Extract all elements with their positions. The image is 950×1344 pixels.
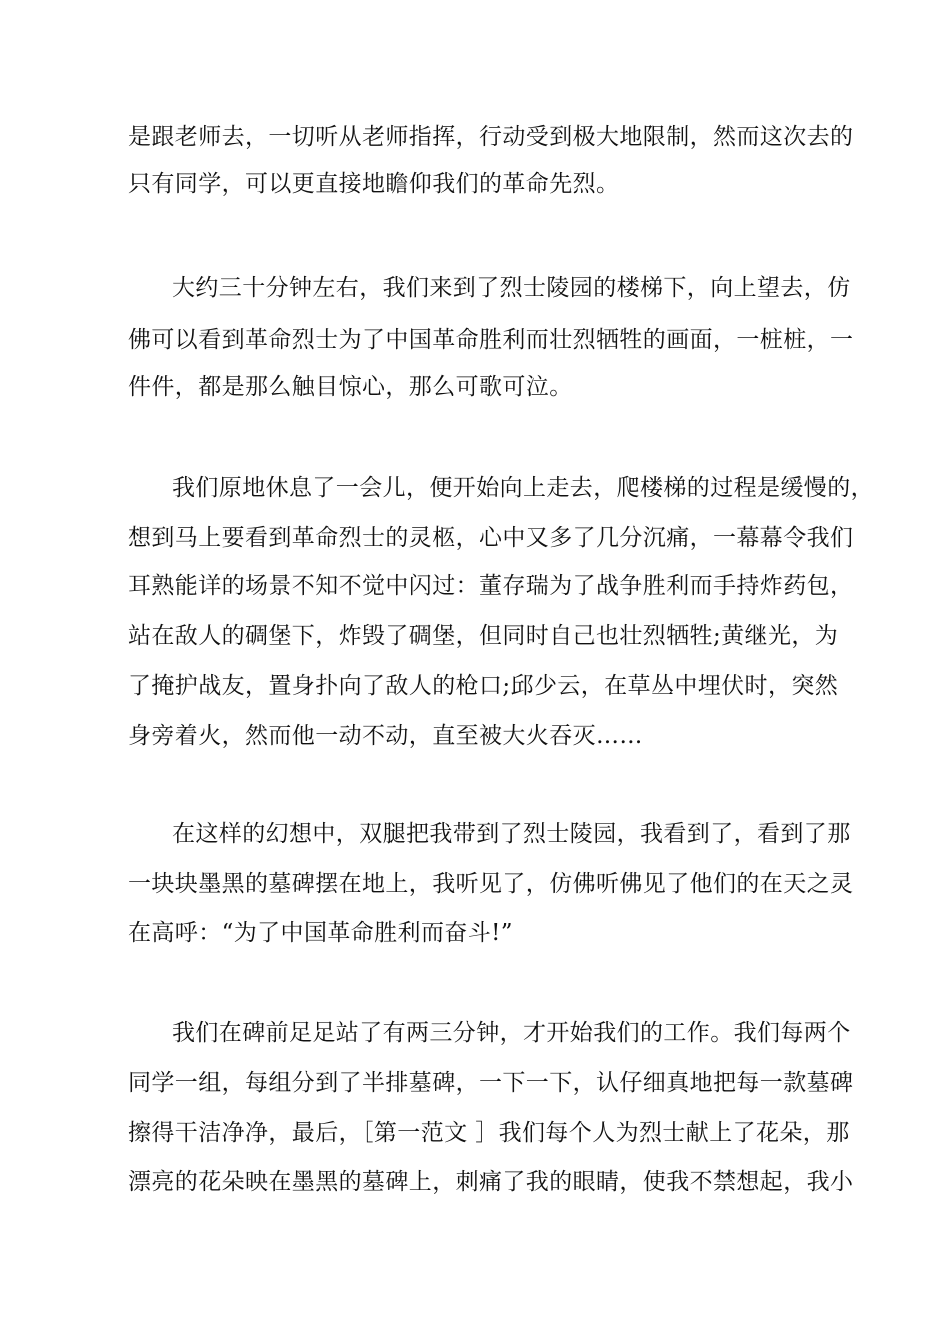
paragraph-5-line-1: 我们在碑前足足站了有两三分钟，才开始我们的工作。我们每两个 <box>172 1020 851 1046</box>
paragraph-5-line-4: 漂亮的花朵映在墨黑的墓碑上，刺痛了我的眼睛，使我不禁想起，我小 <box>128 1169 854 1195</box>
paragraph-3-line-4: 站在敌人的碉堡下，炸毁了碉堡，但同时自己也壮烈牺牲;黄继光，为 <box>128 623 839 649</box>
paragraph-3-line-1: 我们原地休息了一会儿，便开始向上走去，爬楼梯的过程是缓慢的， <box>172 475 874 501</box>
paragraph-2-line-2: 佛可以看到革命烈士为了中国革命胜利而壮烈牺牲的画面，一桩桩，一 <box>128 327 854 353</box>
paragraph-4-line-3: 在高呼：“为了中国革命胜利而奋斗!” <box>128 920 513 946</box>
paragraph-1-line-2: 只有同学，可以更直接地瞻仰我们的革命先烈。 <box>128 171 620 197</box>
paragraph-3-line-2: 想到马上要看到革命烈士的灵柩，心中又多了几分沉痛，一幕幕令我们 <box>128 525 854 551</box>
paragraph-2-line-1: 大约三十分钟左右，我们来到了烈士陵园的楼梯下，向上望去，仿 <box>172 275 851 301</box>
paragraph-4-line-2: 一块块墨黑的墓碑摆在地上，我听见了，仿佛听佛见了他们的在天之灵 <box>128 871 854 897</box>
paragraph-3-line-5: 了掩护战友，置身扑向了敌人的枪口;邱少云，在草丛中埋伏时，突然 <box>128 673 839 699</box>
paragraph-1-line-1: 是跟老师去，一切听从老师指挥，行动受到极大地限制，然而这次去的 <box>128 124 854 150</box>
paragraph-3-line-3: 耳熟能详的场景不知不觉中闪过：董存瑞为了战争胜利而手持炸药包， <box>128 573 854 599</box>
paragraph-4-line-1: 在这样的幻想中，双腿把我带到了烈士陵园，我看到了，看到了那 <box>172 821 851 847</box>
paragraph-5-line-2: 同学一组，每组分到了半排墓碑，一下一下，认仔细真地把每一款墓碑 <box>128 1070 854 1096</box>
paragraph-5-line-3: 擦得干洁净净，最后，［第一范文 ］我们每个人为烈士献上了花朵，那 <box>128 1120 850 1146</box>
paragraph-3-line-6: 身旁着火，然而他一动不动，直至被大火吞灭…… <box>128 723 643 749</box>
paragraph-2-line-3: 件件，都是那么触目惊心，那么可歌可泣。 <box>128 374 573 400</box>
